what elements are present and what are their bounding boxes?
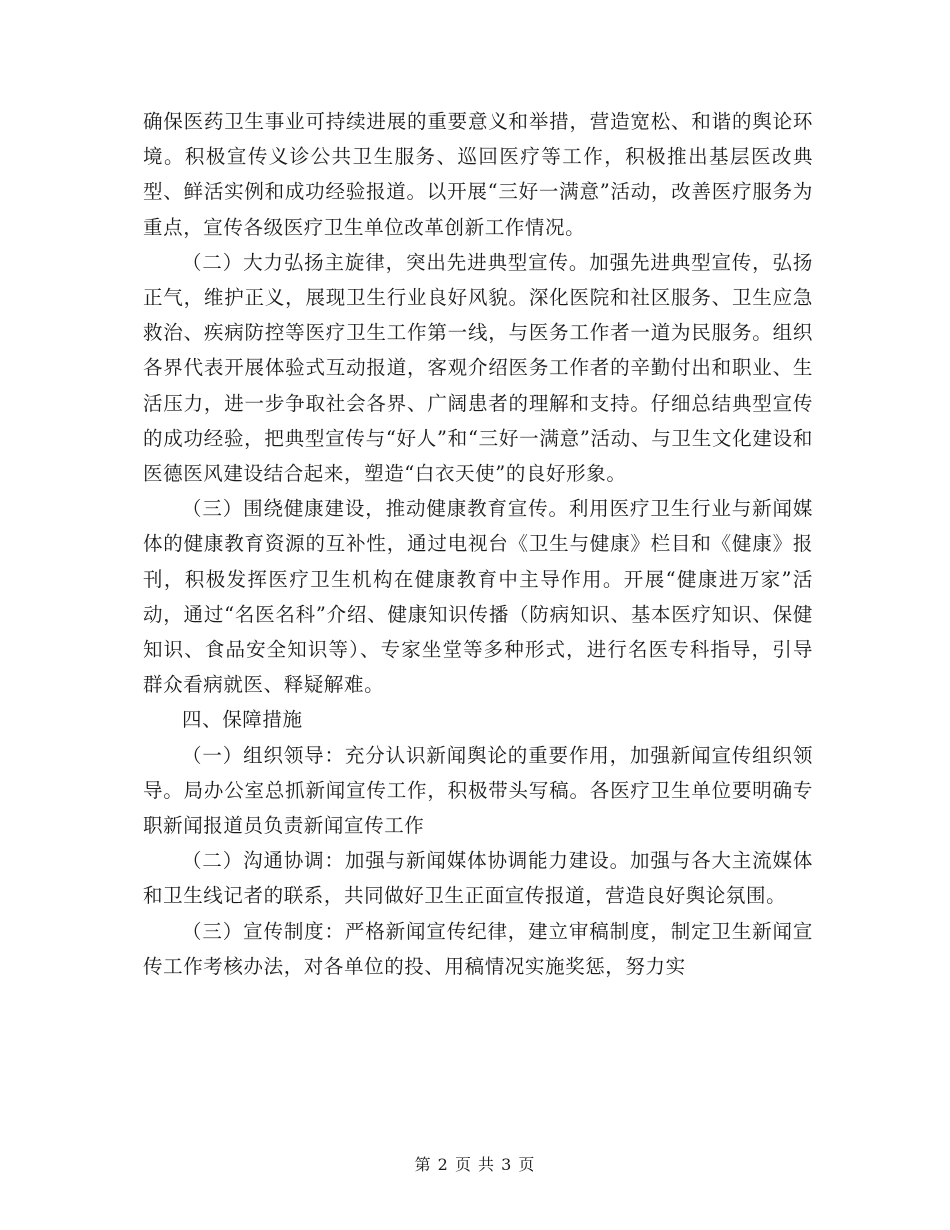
paragraph-organization-leadership: （一）组织领导：充分认识新闻舆论的重要作用，加强新闻宣传组织领导。局办公室总抓新闻宣传工作，积极带头写稿。各医疗卫生单位要明确专职新闻报道员负责新闻宣传工作 bbox=[143, 743, 813, 838]
paragraph-typical-publicity: （二）大力弘扬主旋律，突出先进典型宣传。加强先进典型宣传，弘扬正气，维护正义，展现卫生行业良好风貌。深化医院和社区服务、卫生应急救治、疾病防控等医疗卫生工作第一线，与医务工作者一道为民服务。组织各界代表开展体验式互动报道，客观介绍医务工作者的辛勤付出和职业、生活压力，进一步争取社会各界、广阔患者的理解和支持。仔细总结典型宣传的成功经验，把典型宣传与“好人”和“三好一满意”活动、与卫生文化建设和医德医风建设结合起来，塑造“白衣天使”的良好形象。 bbox=[143, 250, 813, 486]
paragraph-publicity-system: （三）宣传制度：严格新闻宣传纪律，建立审稿制度，制定卫生新闻宣传工作考核办法，对各单位的投、用稿情况实施奖惩，努力实 bbox=[143, 919, 813, 978]
document-body bbox=[143, 104, 813, 984]
section-heading-safeguards: 四、保障措施 bbox=[182, 708, 303, 732]
paragraph-health-education: （三）围绕健康建设，推动健康教育宣传。利用医疗卫生行业与新闻媒体的健康教育资源的互补性，通过电视台《卫生与健康》栏目和《健康》报刊，积极发挥医疗卫生机构在健康教育中主导作用。开展“健康进万家”活动，通过“名医名科”介绍、健康知识传播（防病知识、基本医疗知识、保健知识、食品安全知识等）、专家坐堂等多种形式，进行名医专科指导，引导群众看病就医、释疑解难。 bbox=[143, 497, 813, 697]
paragraph-communication-coordination: （二）沟通协调：加强与新闻媒体协调能力建设。加强与各大主流媒体和卫生线记者的联系，共同做好卫生正面宣传报道，营造良好舆论氛围。 bbox=[143, 849, 813, 908]
paragraph-continuation: 确保医药卫生事业可持续进展的重要意义和举措，营造宽松、和谐的舆论环境。积极宣传义诊公共卫生服务、巡回医疗等工作，积极推出基层医改典型、鲜活实例和成功经验报道。以开展“三好一满意”活动，改善医疗服务为重点，宣传各级医疗卫生单位改革创新工作情况。 bbox=[143, 110, 813, 239]
page-number-footer: 第 2 页 共 3 页 bbox=[414, 1155, 536, 1174]
